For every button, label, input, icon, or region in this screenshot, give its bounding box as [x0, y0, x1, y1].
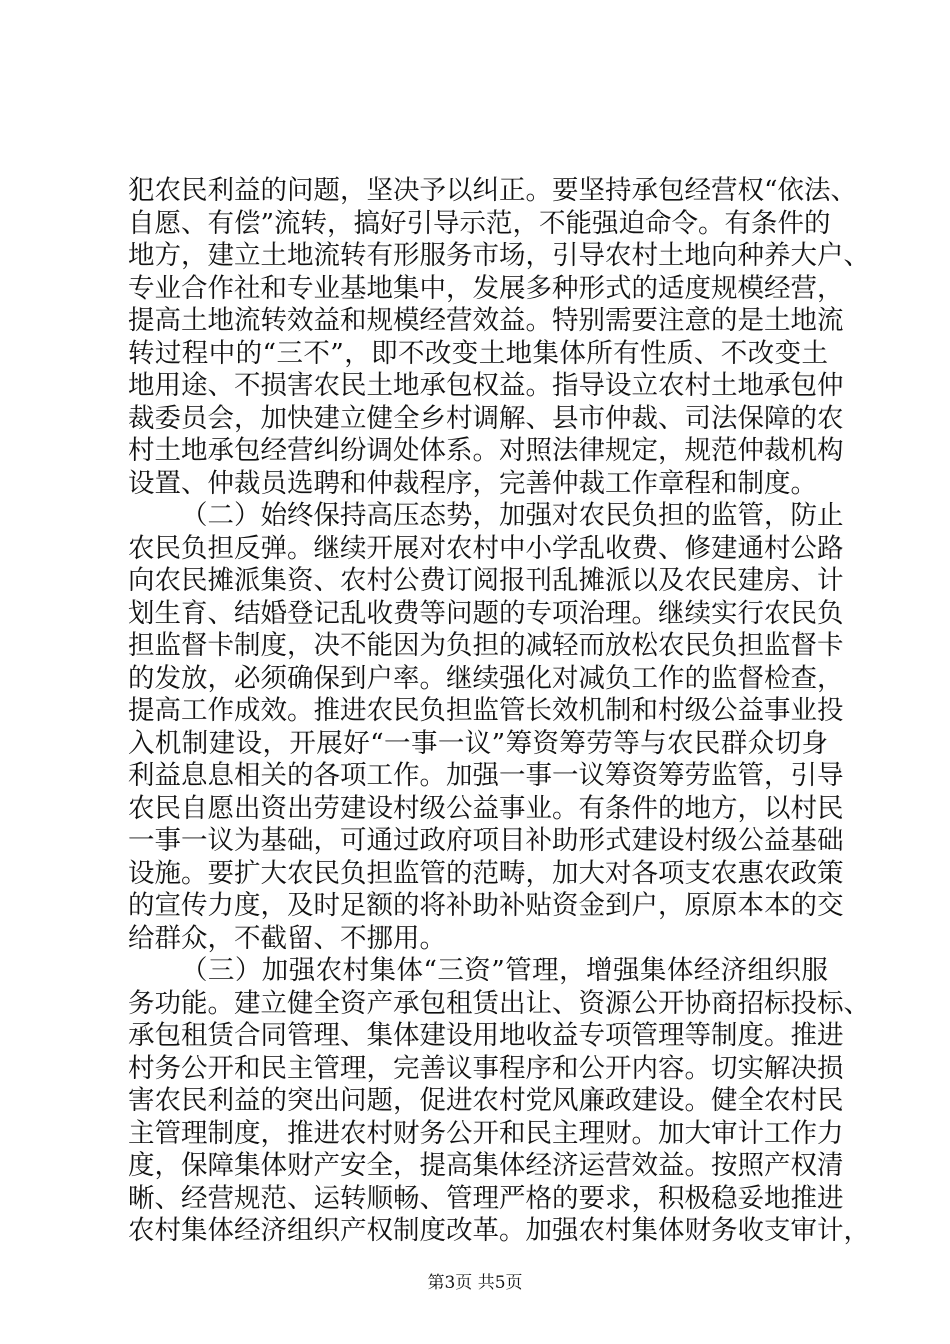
text-line: 度，保障集体财产安全，提高集体经济运营效益。按照产权清: [128, 1150, 844, 1181]
text-line: 给群众，不截留、不挪用。: [128, 922, 446, 954]
text-line: 一事一议为基础，可通过政府项目补助形式建设村级公益基础: [128, 825, 844, 856]
text-line: 向农民摊派集资、农村公费订阅报刊乱摊派以及农民建房、计: [128, 565, 844, 596]
text-line: 农民自愿出资出劳建设村级公益事业。有条件的地方，以村民: [128, 792, 844, 824]
page-footer: 第3页 共5页: [427, 1273, 523, 1293]
text-line: 利益息息相关的各项工作。加强一事一议筹资筹劳监管，引导: [128, 760, 844, 791]
paragraph: [128, 500, 844, 955]
paragraph: [128, 955, 870, 1248]
text-line: 务功能。建立健全资产承包租赁出让、资源公开协商招标投标、: [128, 987, 870, 1019]
text-line: 转过程中的“三不”，即不改变土地集体所有性质、不改变土: [128, 337, 828, 369]
text-line: 农民负担反弹。继续开展对农村中小学乱收费、修建通村公路: [128, 532, 844, 564]
body-text: [128, 175, 870, 1248]
text-line: 设置、仲裁员选聘和仲裁程序，完善仲裁工作章程和制度。: [128, 467, 817, 499]
text-line: 农村集体经济组织产权制度改革。加强农村集体财务收支审计，: [128, 1215, 870, 1246]
text-line: 主管理制度，推进农村财务公开和民主理财。加大审计工作力: [128, 1117, 844, 1149]
text-line: 划生育、结婚登记乱收费等问题的专项治理。继续实行农民负: [128, 597, 844, 629]
text-line: 晰、经营规范、运转顺畅、管理严格的要求，积极稳妥地推进: [128, 1182, 844, 1214]
text-line: 犯农民利益的问题，坚决予以纠正。要坚持承包经营权“依法、: [128, 175, 858, 206]
text-line: 地用途、不损害农民土地承包权益。指导设立农村土地承包仲: [128, 370, 844, 401]
text-line: 害农民利益的突出问题，促进农村党风廉政建设。健全农村民: [128, 1085, 844, 1116]
text-line: 提高土地流转效益和规模经营效益。特别需要注意的是土地流: [128, 305, 844, 336]
text-line: 的发放，必须确保到户率。继续强化对减负工作的监督检查，: [128, 662, 844, 694]
text-line: 裁委员会，加快建立健全乡村调解、县市仲裁、司法保障的农: [128, 402, 844, 434]
text-line: 村土地承包经营纠纷调处体系。对照法律规定，规范仲裁机构: [128, 435, 844, 466]
text-line: 承包租赁合同管理、集体建设用地收益专项管理等制度。推进: [128, 1020, 844, 1051]
paragraph: [128, 175, 870, 500]
text-line: 入机制建设，开展好“一事一议”筹资筹劳等与农民群众切身: [128, 727, 828, 759]
text-line: 专业合作社和专业基地集中，发展多种形式的适度规模经营，: [128, 272, 844, 304]
text-line: （二）始终保持高压态势，加强对农民负担的监管，防止: [181, 500, 844, 531]
text-line: 担监督卡制度，决不能因为负担的减轻而放松农民负担监督卡: [128, 630, 844, 661]
text-line: 设施。要扩大农民负担监管的范畴，加大对各项支农惠农政策: [128, 857, 844, 889]
text-line: 自愿、有偿”流转，搞好引导示范，不能强迫命令。有条件的: [128, 207, 831, 239]
text-line: 村务公开和民主管理，完善议事程序和公开内容。切实解决损: [128, 1052, 844, 1084]
text-line: （三）加强农村集体“三资”管理，增强集体经济组织服: [181, 955, 828, 986]
text-line: 的宣传力度，及时足额的将补助补贴资金到户，原原本本的交: [128, 890, 844, 921]
text-line: 地方，建立土地流转有形服务市场，引导农村土地向种养大户、: [128, 240, 870, 271]
text-line: 提高工作成效。推进农民负担监管长效机制和村级公益事业投: [128, 695, 844, 726]
